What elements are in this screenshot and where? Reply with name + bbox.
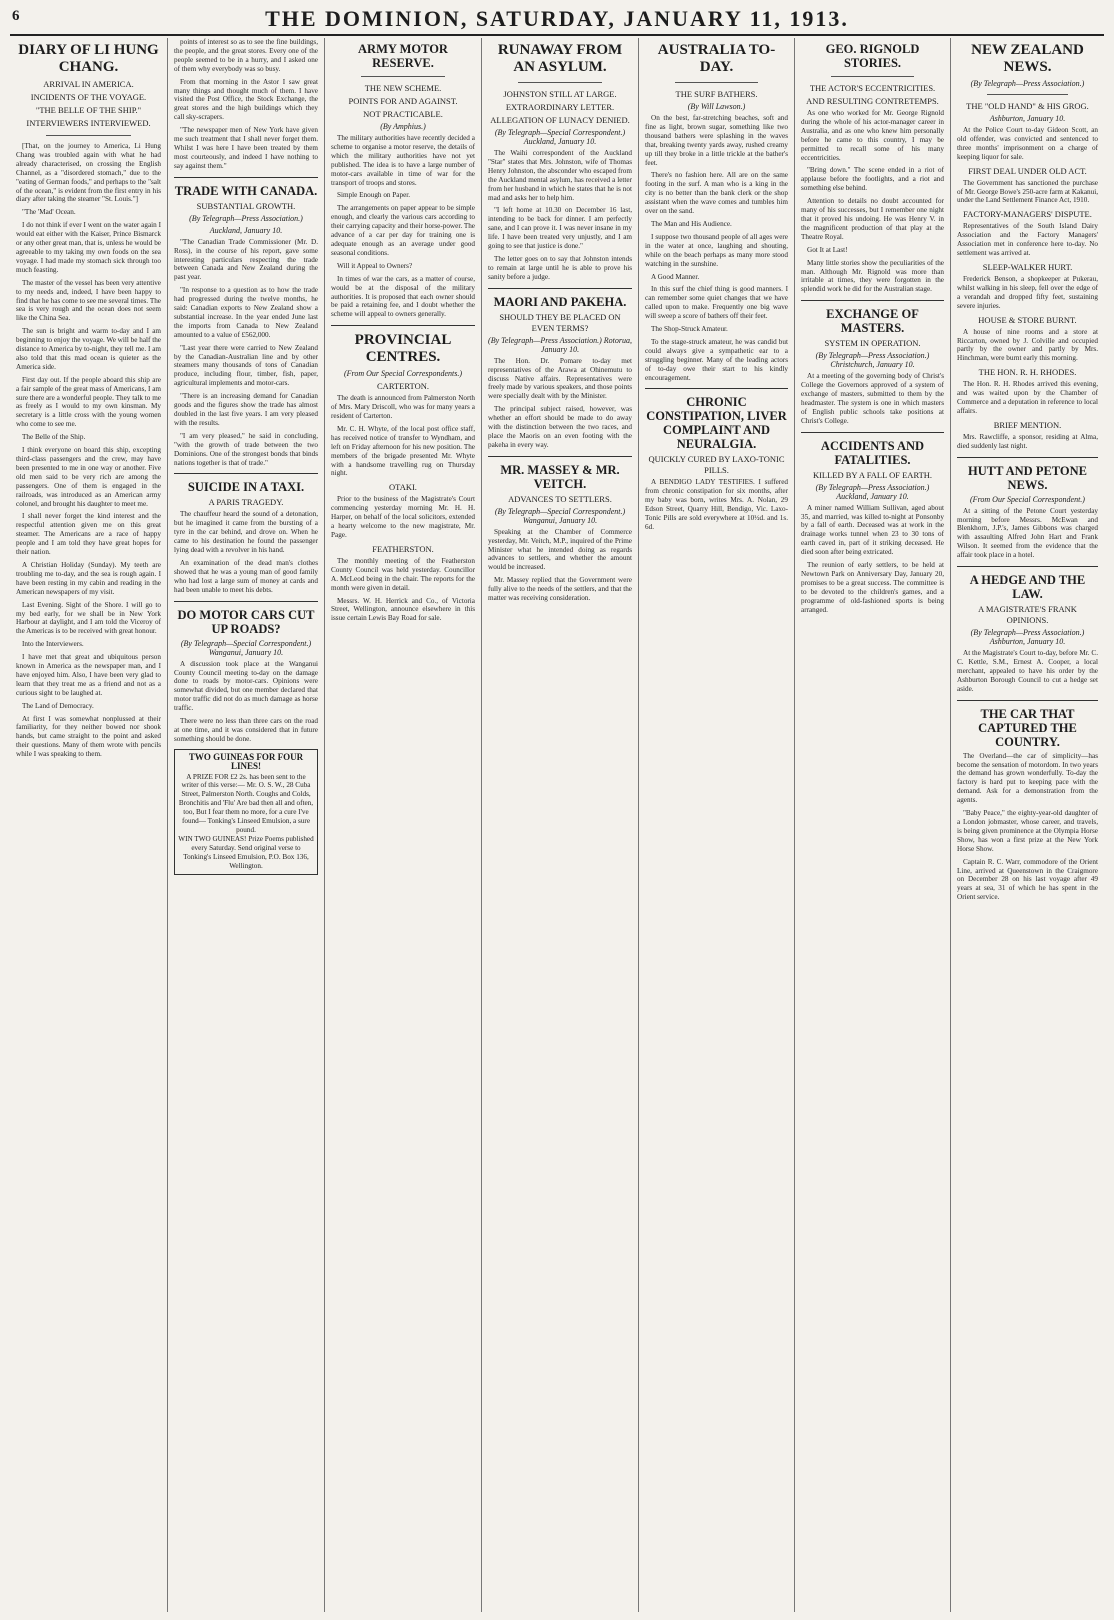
article-headline-provincial-centres: PROVINCIAL CENTRES. bbox=[354, 332, 452, 366]
article-subheading: FIRST DEAL UNDER OLD ACT. bbox=[968, 165, 1087, 176]
article-paragraph: Prior to the business of the Magistrate's Court commencing yesterday morning Mr. H. H. Harper, on behalf of the local solicitors, extended a hearty welcome to the new magistrate, Mr. Page. bbox=[331, 495, 475, 539]
article-paragraph: The Government has sanctioned the purchase of Mr. George Bowe's 250-acre farm at Kakanui, under the Land Settlement Finance Act, 1910. bbox=[957, 178, 1098, 205]
divider bbox=[801, 300, 944, 301]
article-paragraph: "Bring down." The scene ended in a riot of applause before the footlights, and a riot and something else behind. bbox=[801, 166, 944, 193]
article-subheading: ARRIVAL IN AMERICA. bbox=[43, 79, 134, 89]
article-paragraph: Mr. Massey replied that the Government were fully alive to the needs of the settlers, and that the matter was receiving consideration. bbox=[488, 576, 632, 603]
article-paragraph: The Land of Democracy. bbox=[22, 701, 94, 710]
article-paragraph: Captain R. C. Warr, commodore of the Orient Line, arrived at Queenstown in the Craigmore on December 28 on his last voyage after 49 years at sea, 31 of which he has spent in the Orient service. bbox=[957, 857, 1098, 902]
article-subheading: QUICKLY CURED BY LAXO-TONIC PILLS. bbox=[648, 454, 785, 476]
article-paragraph: "There is an increasing demand for Canadian goods and the figures show the trade has almost doubled in the last five years. I am very pleased with the results. bbox=[174, 392, 318, 427]
article-subheading: ALLEGATION OF LUNACY DENIED. bbox=[490, 115, 630, 125]
article-paragraph: Mr. C. H. Whyte, of the local post office staff, has received notice of transfer to Wyndham, and left on Friday afternoon for his new position. The members of the brigade presented Mr. Whyte with a handsome travelling rug on Thursday night. bbox=[331, 424, 475, 478]
article-headline-hutt-petone: HUTT AND PETONE NEWS. bbox=[967, 463, 1087, 492]
divider bbox=[361, 76, 445, 77]
byline: (By Telegraph—Special Correspondent.) Wanganui, January 10. bbox=[494, 506, 626, 525]
article-subheading: THE SURF BATHERS. bbox=[675, 89, 758, 99]
article-subheading: EXTRAORDINARY LETTER. bbox=[505, 102, 615, 112]
column-3 bbox=[324, 38, 481, 1612]
article-subheading: SUBSTANTIAL GROWTH. bbox=[196, 200, 296, 211]
article-paragraph: First day out. If the people aboard this ship are a fair sample of the great mass of Americans, I am sure there are a wonderful people. They talk to me as freely as I would to my own kinsman. My secretary is a little cross with the young women who come to see me. bbox=[16, 375, 161, 429]
article-headline-trade-canada: TRADE WITH CANADA. bbox=[174, 183, 318, 198]
article-headline-overland-car: THE CAR THAT CAPTURED THE COUNTRY. bbox=[978, 706, 1077, 749]
article-subheading: SYSTEM IN OPERATION. bbox=[824, 338, 921, 349]
article-headline-li-hung-chang: DIARY OF LI HUNG CHANG. bbox=[18, 42, 159, 75]
article-headline-runaway-asylum: RUNAWAY FROM AN ASYLUM. bbox=[497, 42, 623, 75]
article-paragraph: A Good Manner. bbox=[651, 272, 700, 281]
article-paragraph: The letter goes on to say that Johnston intends to remain at large until he is able to prove his sanity before a judge. bbox=[488, 254, 632, 281]
article-paragraph: "I am very pleased," he said in concluding, "with the growth of trade between the two Dominions. One of the strongest bonds that binds nations together is that of trade." bbox=[174, 431, 318, 467]
divider bbox=[518, 82, 602, 83]
byline: (By Telegraph—Press Association.) Christchurch, January 10. bbox=[815, 351, 930, 370]
article-paragraph: A miner named William Sullivan, aged about 35, and married, was killed to-night at Ponsonby by a fall of earth. Deceased was at work in the drainage works tunnel when 23 to 30 tons of earth caved in, part of it striking deceased. He died soon after being extricated. bbox=[801, 503, 944, 557]
advertisement-headline: TWO GUINEAS FOR FOUR LINES! bbox=[188, 751, 304, 771]
article-subheading: THE NEW SCHEME. bbox=[364, 83, 442, 93]
article-headline-motor-cars-roads: DO MOTOR CARS CUT UP ROADS? bbox=[177, 607, 315, 636]
article-paragraph: In times of war the cars, as a matter of course, would be at the disposal of the military authorities. It is proposed that each owner should be paid a retaining fee, and I doubt whether the scheme will appeal to owners generally. bbox=[331, 274, 475, 319]
article-paragraph: At a sitting of the Petone Court yesterday morning before Messrs. McEwan and Blenkhorn, J.P.'s, James Gibbons was charged with assaulting Alfred John Hart and Frank Wilson. It seemed from the evidence that the affair took place in a hotel. bbox=[957, 506, 1098, 560]
article-paragraph: The master of the vessel has been very attentive to my needs and, indeed, I have been happy to find that he has come to see me several times. The sea is very rough and the ocean does not seem like the China Sea. bbox=[16, 278, 161, 323]
divider bbox=[488, 288, 632, 289]
article-paragraph: As one who worked for Mr. George Rignold during the whole of his actor-manager career in Australia, and as one who knew him personally before he came to this country, I may be permitted to recall some of his many eccentricities. bbox=[801, 109, 944, 162]
article-subheading: POINTS FOR AND AGAINST. bbox=[348, 96, 458, 106]
article-subheading: THE ACTOR'S ECCENTRICITIES. bbox=[809, 83, 936, 93]
byline: (By Amphius.) bbox=[380, 122, 426, 131]
article-subheading: INCIDENTS OF THE VOYAGE. bbox=[30, 92, 147, 102]
divider bbox=[174, 473, 318, 474]
article-paragraph: The Waihi correspondent of the Auckland "Star" states that Mrs. Johnston, wife of Thomas Henry Johnston, the absconder who escaped from the Auckland mental asylum, has received a letter from her husband in which he states that he is not mad and asks her to help him. bbox=[488, 149, 632, 202]
article-paragraph: "In response to a question as to how the trade had progressed during the twelve months, he said: Canadian exports to New Zealand show a substantial increase. In the year ended June last the imports from Canada to New Zealand amounted to a value of £562,000. bbox=[174, 286, 318, 339]
article-paragraph: The Belle of the Ship. bbox=[22, 433, 86, 442]
article-headline-suicide-taxi: SUICIDE IN A TAXI. bbox=[187, 480, 305, 495]
advertisement-headline-laxo-tonic: CHRONIC CONSTIPATION, LIVER COMPLAINT AND NEURALGIA. bbox=[646, 395, 787, 452]
advertisement-box bbox=[174, 749, 318, 875]
article-paragraph: "I left home at 10.30 on December 16 last, intending to be back for dinner. I am perfectly sane, and I can prove it. I was never insane in my life. I have been treated very unjustly, and I am going to see that justice is done." bbox=[488, 206, 632, 251]
article-subheading: A PARIS TRAGEDY. bbox=[208, 497, 284, 508]
article-subheading: ADVANCES TO SETTLERS. bbox=[508, 493, 612, 504]
column-2 bbox=[167, 38, 324, 1612]
article-paragraph: "The newspaper men of New York have given me such treatment that I shall never forget them. Whilst I was here I have been treated by them most courteously, and indeed I have nothing to say against them." bbox=[174, 126, 318, 170]
article-paragraph: Frederick Benson, a shopkeeper at Pukerau, whilst walking in his sleep, fell over the edge of a verandah and dropped fifty feet, sustaining severe injuries. bbox=[957, 274, 1098, 310]
advertisement-body: A PRIZE FOR £2 2s. has been sent to the writer of this verse:— Mr. O. S. W., 28 Cuba Street, Palmerston North. Coughs and Colds, Bronchitis and 'Flu' Are bad then all and often, too, But I fear them no more, for a cure I've found— Tonking's Linseed Emulsion, a sure pound. bbox=[178, 772, 314, 834]
article-paragraph: Will it Appeal to Owners? bbox=[337, 261, 413, 270]
byline: (By Telegraph—Press Association.) bbox=[189, 213, 303, 223]
article-headline-exchange-masters: EXCHANGE OF MASTERS. bbox=[826, 307, 919, 336]
article-paragraph: Got It at Last! bbox=[807, 245, 848, 254]
article-paragraph: I do not think if ever I went on the water again I would eat either with the Kaiser, Prince Bismarck or any other great man, that is, unless he would be agreeable to my taking my own foods on the sea voyage. I had made my stomach sick through too much feasting. bbox=[16, 221, 161, 274]
article-paragraph: Mrs. Rawcliffe, a sponsor, residing at Alma, died suddenly last night. bbox=[957, 432, 1098, 450]
article-paragraph: To the stage-struck amateur, he was candid but could always give a sympathetic ear to a struggling beginner. Many of the leading actors of to-day owe their start to his kindly encouragement. bbox=[645, 337, 788, 382]
advertisement-footer: WIN TWO GUINEAS! Prize Poems published every Saturday. Send original verse to Tonking's Linseed Emulsion, P.O. Box 136, Wellington. bbox=[178, 834, 314, 870]
article-paragraph: Representatives of the South Island Dairy Association and the Factory Managers' Association met in conference here to-day. No settlement was arrived at. bbox=[957, 222, 1098, 258]
article-paragraph: Messrs. W. H. Herrick and Co., of Victoria Street, Wellington, announce elsewhere in this issue certain Lewis Bay Road for sale. bbox=[331, 596, 475, 623]
article-paragraph: I have met that great and ubiquitous person known in America as the newspaper man, and I have enjoyed him. Also, I have been very glad to learn that they treat me as a friend and not as a curious sight to be laughed at. bbox=[16, 653, 161, 697]
article-paragraph: points of interest so as to see the fine buildings, the people, and the great stores. Every one of the people seemed to be in a hurry, and I asked one of them why everybody was so busy. bbox=[174, 38, 318, 73]
location-heading: FEATHERSTON. bbox=[372, 543, 434, 554]
divider bbox=[46, 135, 131, 136]
article-paragraph: I shall never forget the kind interest and the respectful attention given me on this great steamer. The Americans are a race of happy people and I am told they have great hopes for their nation. bbox=[16, 512, 161, 557]
article-paragraph: Attention to details no doubt accounted for many of his successes, but I remember one night that it proved his undoing. He was Henry V. in the magnificent production of that play at the Theatre Royal. bbox=[801, 197, 944, 241]
article-subheading: FACTORY-MANAGERS' DISPUTE. bbox=[963, 209, 1092, 220]
article-paragraph: The sun is bright and warm to-day and I am beginning to enjoy the voyage. We will be half the distance to America by to-night, they tell me. I am also told that this mad ocean is quieter as the America side. bbox=[16, 327, 161, 371]
divider bbox=[957, 700, 1098, 701]
divider bbox=[987, 94, 1068, 95]
dateline: Ashburton, January 10. bbox=[989, 114, 1066, 123]
byline: (By Will Lawson.) bbox=[687, 102, 746, 111]
location-heading: CARTERTON. bbox=[377, 381, 429, 392]
column-6 bbox=[950, 38, 1104, 1612]
article-paragraph: The military authorities have recently decided a scheme to organise a motor reserve, the details of which the military authorities have not yet published. The idea is to have a large number of motor-cars available in time of war for the transport of troops and stores. bbox=[331, 134, 475, 187]
page-number: 6 bbox=[12, 8, 20, 24]
byline: (By Telegraph—Press Association.) Ashburton, January 10. bbox=[970, 628, 1085, 647]
article-subheading: NOT PRACTICABLE. bbox=[363, 109, 443, 119]
article-paragraph: The Hon. R. H. Rhodes arrived this evening, and was waited upon by the Chamber of Commerce and a deputation in reference to local affairs. bbox=[957, 380, 1098, 415]
article-subheading: THE "OLD HAND" & HIS GROG. bbox=[966, 101, 1089, 111]
article-paragraph: A Christian Holiday (Sunday). My teeth are troubling me to-day, and the sea is rough again. I have been resting in my cabin and reading in the American newspapers of my visit. bbox=[16, 560, 161, 596]
article-paragraph: "Baby Peace," the eighty-year-old daughter of a London jobmaster, whose career, and travels, is being given prominence at the Olympia Horse Show, has won a first prize at the New York Horse Show. bbox=[957, 809, 1098, 853]
article-paragraph: There were no less than three cars on the road at one time, and it was considered that in future something should be done. bbox=[174, 717, 318, 743]
column-4 bbox=[481, 38, 638, 1612]
article-subheading: A MAGISTRATE'S FRANK OPINIONS. bbox=[978, 604, 1077, 626]
article-paragraph: Into the Interviewers. bbox=[22, 640, 84, 649]
article-paragraph: Last Evening. Sight of the Shore. I will go to my bed early, for we shall be in New York Harbour at daylight, and I am told the Viceroy of the Americas is to be received with great honour. bbox=[16, 600, 161, 636]
divider bbox=[174, 601, 318, 602]
divider bbox=[957, 566, 1098, 567]
article-paragraph: An examination of the dead man's clothes showed that he was a young man of good family who had lost a large sum of money at cards and had been unable to meet his debts. bbox=[174, 558, 318, 594]
article-subheading: SHOULD THEY BE PLACED ON EVEN TERMS? bbox=[499, 311, 621, 333]
article-paragraph: Speaking at the Chamber of Commerce yesterday, Mr. Veitch, M.P., inquired of the Prime Minister what he intended doing as regards advances to settlers, and whether the amount would be increased. bbox=[488, 527, 632, 572]
article-headline-accidents: ACCIDENTS AND FATALITIES. bbox=[820, 438, 925, 467]
article-paragraph: The principal subject raised, however, was whether an effort should be made to do away with the distinction between the two races, and place the Maoris on an even footing with the pakeha in every way. bbox=[488, 405, 632, 449]
article-subheading: KILLED BY A FALL OF EARTH. bbox=[812, 469, 933, 480]
article-headline-hedge-law: A HEDGE AND THE LAW. bbox=[969, 573, 1086, 602]
article-subheading: JOHNSTON STILL AT LARGE. bbox=[503, 89, 617, 99]
article-subheading: SLEEP-WALKER HURT. bbox=[982, 261, 1073, 272]
article-paragraph: "The Canadian Trade Commissioner (Mr. D. Ross), in the course of his report, gave some interesting particulars respecting the trade between Canada and New Zealand during the past year. bbox=[174, 237, 318, 282]
article-headline-nz-news: NEW ZEALAND NEWS. bbox=[971, 42, 1084, 75]
divider bbox=[801, 432, 944, 433]
article-paragraph: I think everyone on board this ship, excepting third-class passengers and the crew, may have been presented to me in one way or another. Five old men said to be very rich are among the passengers. One of them is engaged in the railroads, was introduced as an American army colonel, and brought his daughter to meet me. bbox=[16, 446, 161, 508]
article-paragraph: The chauffeur heard the sound of a detonation, but he imagined it came from the bursting of a tyre in the car behind, and drove on. When he came to his destination he found the passenger lying dead with a revolver in his hand. bbox=[174, 510, 318, 555]
column-rignold bbox=[794, 38, 950, 1612]
dateline: Auckland, January 10. bbox=[209, 225, 283, 235]
article-paragraph: In this surf the chief thing is good manners. I can remember some quiet changes that we have called upon to make. Frequently one big wave will sweep a score of bathers off their feet. bbox=[645, 285, 788, 321]
article-paragraph: Many little stories show the peculiarities of the man. Although Mr. Rignold was more than irritable at times, they were forgotten in the splendid work he did for the Australian stage. bbox=[801, 258, 944, 294]
article-paragraph: I suppose two thousand people of all ages were in the water at once, laughing and shouting, while on the beach perhaps as many more stood watching in the sunshine. bbox=[645, 232, 788, 268]
article-headline-maori-pakeha: MAORI AND PAKEHA. bbox=[493, 294, 627, 309]
article-subheading: AND RESULTING CONTRETEMPS. bbox=[806, 96, 939, 106]
divider bbox=[174, 177, 318, 178]
article-paragraph: At first I was somewhat nonplussed at their familiarity, for they neither bowed nor shook hands, but came straight to the point and asked their questions. Many of them wrote with pencils while I was speaking to them. bbox=[16, 714, 161, 759]
article-paragraph: A discussion took place at the Wanganui County Council meeting to-day on the damage done to roads by motor-cars. Opinions were somewhat divided, but one member declared that motor traffic did not do as much damage as horse traffic. bbox=[174, 659, 318, 713]
article-subheading: BRIEF MENTION. bbox=[993, 419, 1062, 430]
article-paragraph: The arrangements on paper appear to be simple enough, and clearly the various cars according to their carrying capacity and their horse-power. The advance of a car per day for training one is adequate enough as an average under good seasonal conditions. bbox=[331, 204, 475, 257]
article-paragraph: The Man and His Audience. bbox=[651, 219, 732, 228]
article-subheading: THE HON. R. H. RHODES. bbox=[978, 367, 1077, 378]
divider bbox=[957, 457, 1098, 458]
article-paragraph: [That, on the journey to America, Li Hung Chang was troubled again with what he had already characterised, on crossing the English Channel, as a "disordered stomach," due to the "eating of German foods," and perhaps to the "salt of the ocean," is evident from the first entry in his diary after taking the steamer "St. Louis."] bbox=[16, 142, 161, 204]
article-subheading: "THE BELLE OF THE SHIP." bbox=[35, 105, 142, 115]
newspaper-title: THE DOMINION, SATURDAY, JANUARY 11, 1913. bbox=[265, 6, 849, 31]
location-heading: OTAKI. bbox=[389, 482, 417, 493]
article-headline-australia-today: AUSTRALIA TO-DAY. bbox=[657, 42, 776, 75]
divider bbox=[488, 456, 632, 457]
article-paragraph: The death is announced from Palmerston North of Mrs. Mary Driscoll, who was for many years a resident of Carterton. bbox=[331, 394, 475, 421]
article-paragraph: At the Magistrate's Court to-day, before Mr. C. C. Kettle, S.M., Ernest A. Cooper, a local merchant, appealed to have his order by the Ashburton Borough Council to cut a hedge set aside. bbox=[957, 649, 1098, 693]
divider bbox=[831, 76, 914, 77]
article-paragraph: From that morning in the Astor I saw great many things and thought much of them. I have visited the Post Office, the Stock Exchange, the great stores and the high buildings which they call sky-scrapers. bbox=[174, 77, 318, 122]
masthead bbox=[10, 4, 1104, 36]
byline: (By Telegraph—Press Association.) bbox=[970, 79, 1085, 88]
divider bbox=[675, 82, 758, 83]
article-headline-rignold-stories: GEO. RIGNOLD STORIES. bbox=[825, 42, 920, 70]
article-paragraph: The Hon. Dr. Pomare to-day met representatives of the Arawa at Ohinemutu to discuss Native affairs. Representatives were freely made by various speakers, and those points were specially dealt with by the Minister. bbox=[488, 356, 632, 401]
article-headline-army-motor-reserve: ARMY MOTOR RESERVE. bbox=[358, 42, 448, 70]
column-1 bbox=[10, 38, 167, 1612]
divider bbox=[331, 325, 475, 326]
byline: (By Telegraph—Special Correspondent.) Auckland, January 10. bbox=[494, 128, 626, 146]
article-paragraph: "The 'Mad' Ocean. bbox=[22, 208, 76, 217]
divider bbox=[645, 388, 788, 389]
article-paragraph: The reunion of early settlers, to be held at Newtown Park on Anniversary Day, January 20, promises to be a great success. The committee is to be devoted to the children's games, and a programme of old-fashioned sports is being arranged. bbox=[801, 561, 944, 614]
article-paragraph: "Last year there were carried to New Zealand by the Canadian-Australian line and by other steamers many thousands of tons of Canadian produce, including flour, timber, fish, paper, agricultural implements and motor-cars. bbox=[174, 343, 318, 388]
article-subheading: HOUSE & STORE BURNT. bbox=[978, 314, 1077, 325]
article-subheading: INTERVIEWERS INTERVIEWED. bbox=[26, 118, 151, 128]
article-paragraph: A BENDIGO LADY TESTIFIES. I suffered from chronic constipation for six months, after my baby was born, writes Mrs. A. Nolan, 29 Edson Street, Quarry Hill, Bendigo, Vic. Laxo-Tonic Pills are sold everywhere at 10½d. and 1s. 6d. bbox=[645, 478, 788, 531]
article-paragraph: The monthly meeting of the Featherston County Council was held yesterday. Councillor A. McLeod being in the chair. The reports for the month were given in detail. bbox=[331, 556, 475, 592]
article-paragraph: The Overland—the car of simplicity—has become the sensation of motordom. In two years the demand has grown wonderfully. To-day the factory is hard put to keeping pace with the demand. Ask for a demonstration from the agents. bbox=[957, 751, 1098, 805]
article-paragraph: The Shop-Struck Amateur. bbox=[651, 325, 728, 334]
byline: (By Telegraph—Press Association.) Auckland, January 10. bbox=[815, 482, 930, 501]
article-paragraph: At the Police Court to-day Gideon Scott, an old offender, was convicted and sentenced to three months' imprisonment on a charge of keeping liquor for sale. bbox=[957, 126, 1098, 161]
byline: (By Telegraph—Special Correspondent.) Wanganui, January 10. bbox=[180, 638, 312, 657]
article-paragraph: A house of nine rooms and a store at Riccarton, owned by J. Colville and occupied partly by the owner and partly by Mrs. Hinchman, were burnt early this morning. bbox=[957, 327, 1098, 363]
article-paragraph: There's no fashion here. All are on the same footing in the surf. A man who is a king in the city is no better than the bank clerk or the shop assistant when the wave comes and tumbles him over on the sand. bbox=[645, 171, 788, 216]
byline: (From Our Special Correspondent.) bbox=[970, 494, 1085, 504]
column-5 bbox=[638, 38, 794, 1612]
article-headline-massey-veitch: MR. MASSEY & MR. VEITCH. bbox=[500, 462, 620, 491]
byline: (By Telegraph—Press Association.) Rotorua, January 10. bbox=[488, 335, 632, 354]
byline: (From Our Special Correspondents.) bbox=[343, 369, 463, 379]
article-paragraph: Simple Enough on Paper. bbox=[337, 191, 411, 200]
article-paragraph: At a meeting of the governing body of Christ's College the Governors approved of a system of exchange of masters, submitted to them by the headmaster. The system is one in which masters of English public schools take positions at Christ's College. bbox=[801, 372, 944, 425]
article-paragraph: On the best, far-stretching beaches, soft and fine as light, brown sugar, something like two thousand bathers were splashing in the waves that, breaking twenty yards away, rushed creamy up till they broke in a little trickle at the bather's feet. bbox=[645, 114, 788, 167]
